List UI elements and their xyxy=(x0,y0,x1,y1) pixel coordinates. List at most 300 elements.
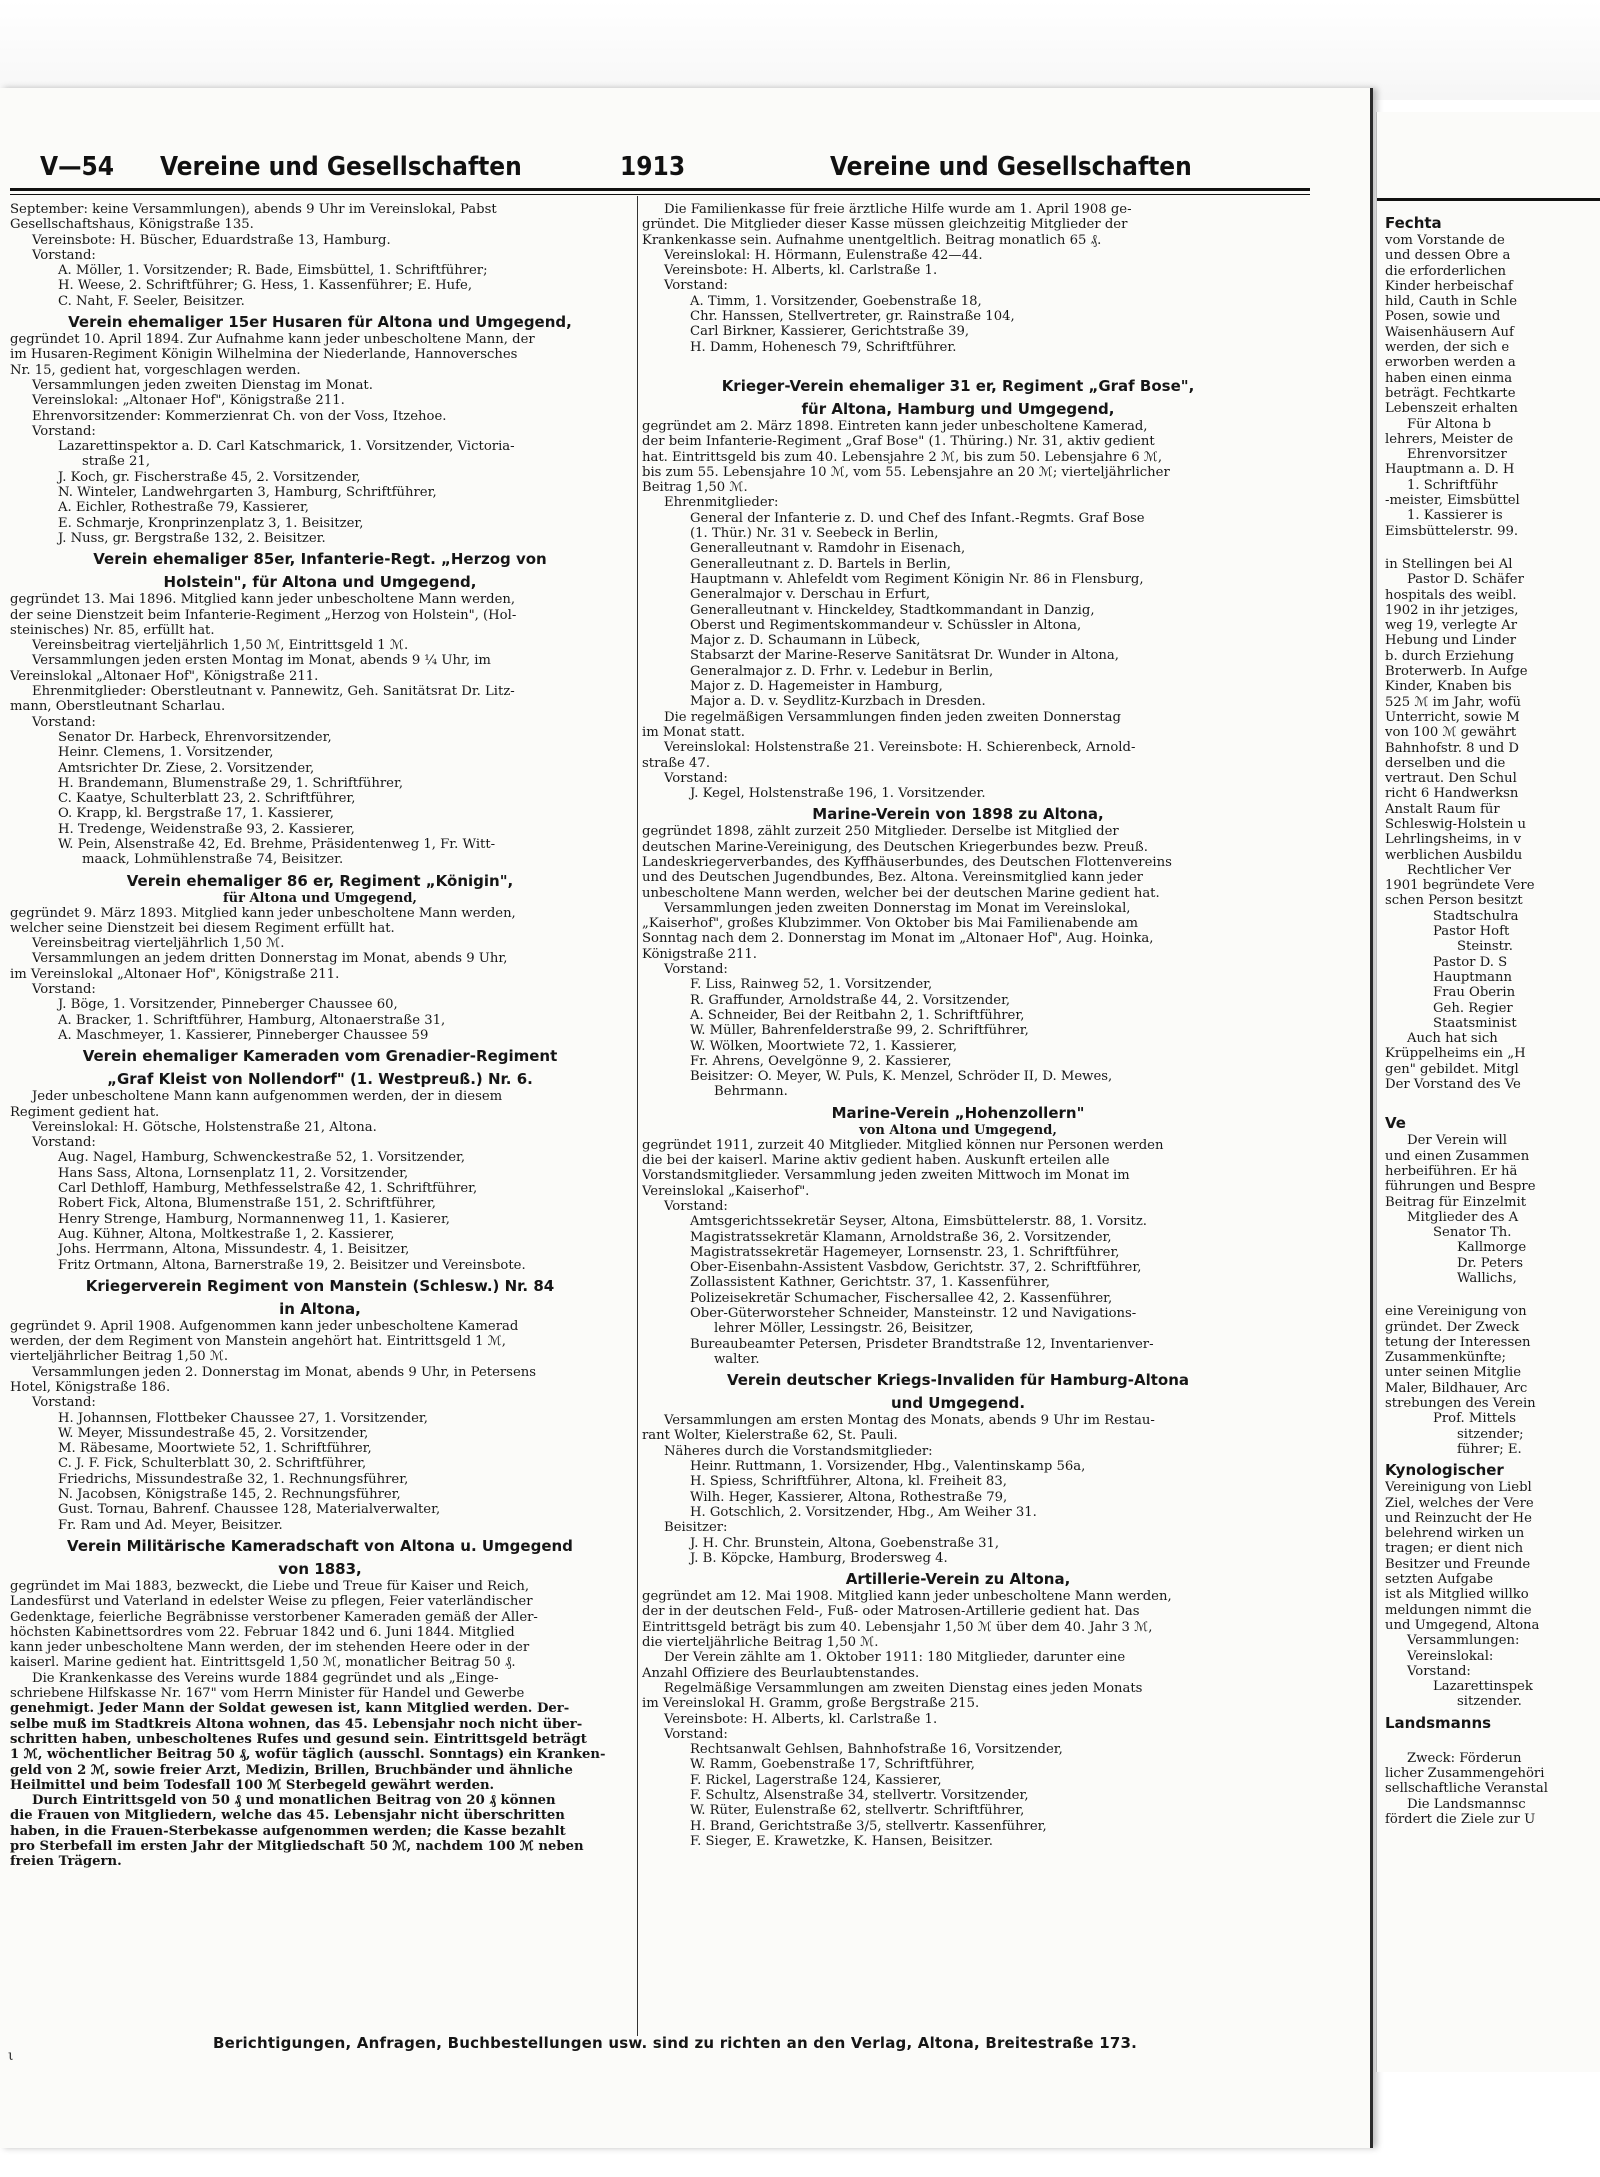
text-line: Versammlungen am ersten Montag des Monats, abends 9 Uhr im Restau- xyxy=(664,1413,1155,1429)
page-number: V—54 xyxy=(40,152,115,182)
text-line: gegründet 1911, zurzeit 40 Mitglieder. Mitglied können nur Personen werden xyxy=(642,1137,1164,1153)
text-line: Fritz Ortmann, Altona, Barnerstraße 19, 2. Beisitzer und Vereinsbote. xyxy=(58,1257,526,1273)
text-line: H. Damm, Hohenesch 79, Schriftführer. xyxy=(690,339,957,355)
text-line: rant Wolter, Kielerstraße 62, St. Pauli. xyxy=(642,1428,898,1444)
text-line: W. Rüter, Eulenstraße 62, stellvertr. Schriftführer, xyxy=(690,1803,1025,1819)
section-heading: und Umgegend. xyxy=(890,1394,1026,1413)
text-line: C. Naht, F. Seeler, Beisitzer. xyxy=(58,293,245,309)
text-line: Unterricht, sowie M xyxy=(1385,709,1520,725)
text-line: Generalleutnant z. D. Bartels in Berlin, xyxy=(690,556,951,572)
section-heading: Ve xyxy=(1385,1114,1406,1133)
text-line: J. B. Köpcke, Hamburg, Brodersweg 4. xyxy=(690,1550,948,1566)
text-line: Vorstand: xyxy=(664,962,728,978)
text-line: Polizeisekretär Schumacher, Fischersallee 42, 2. Kassenführer, xyxy=(690,1290,1113,1306)
text-line: N. Jacobsen, Königstraße 145, 2. Rechnungsführer, xyxy=(58,1487,401,1503)
text-line: lehrer Möller, Lessingstr. 26, Beisitzer, xyxy=(714,1321,974,1337)
text-line: unter seinen Mitglie xyxy=(1385,1365,1522,1381)
text-line: -meister, Eimsbüttel xyxy=(1385,493,1520,509)
text-line: Magistratssekretär Hagemeyer, Lornsenstr. 23, 1. Schriftführer, xyxy=(690,1244,1120,1260)
spacer xyxy=(642,355,1274,373)
text-line: Major a. D. v. Seydlitz-Kurzbach in Dresden. xyxy=(690,694,986,710)
text-line: Generalleutnant v. Hinckeldey, Stadtkommandant in Danzig, xyxy=(690,602,1095,618)
text-line: 1902 in ihr jetziges, xyxy=(1385,602,1519,618)
text-line: Der Vorstand des Ve xyxy=(1385,1077,1521,1093)
text-line: welcher seine Dienstzeit bei diesem Regiment erfüllt hat. xyxy=(10,920,395,936)
text-line: werden, der dem Regiment von Manstein angehört hat. Eintrittsgeld 1 ℳ, xyxy=(10,1334,506,1350)
section-heading: Krieger-Verein ehemaliger 31 er, Regiment „Graf Bose", xyxy=(721,376,1195,395)
text-line: strebungen des Verein xyxy=(1385,1396,1536,1412)
text-line: hat. Eintrittsgeld bis zum 40. Lebensjahre 2 ℳ, bis zum 50. Lebensjahre 6 ℳ, xyxy=(642,449,1163,465)
directory-page xyxy=(0,88,1373,2148)
text-line: Senator Dr. Harbeck, Ehrenvorsitzender, xyxy=(58,729,332,745)
text-line: Friedrichs, Missundestraße 32, 1. Rechnungsführer, xyxy=(58,1471,409,1487)
text-line: die bei der kaiserl. Marine aktiv gedient haben. Auskunft erteilen alle xyxy=(642,1153,1110,1169)
text-line: Vereinslokal „Altonaer Hof", Königstraße 211. xyxy=(10,668,319,684)
text-line: schritten haben, unbescholtenes Rufes und gesund sein. Eintrittsgeld beträgt xyxy=(10,1731,587,1747)
text-line: Stabsarzt der Marine-Reserve Sanitätsrat Dr. Wunder in Altona, xyxy=(690,648,1119,664)
text-line: sitzender; xyxy=(1457,1426,1524,1442)
text-line: Vorstand: xyxy=(32,1135,96,1151)
text-line: sellschaftliche Veranstal xyxy=(1385,1781,1548,1797)
section-heading: Verein ehemaliger 15er Husaren für Altona und Umgegend, xyxy=(68,313,572,332)
text-line: vertraut. Den Schul xyxy=(1385,771,1517,787)
text-line: führungen und Bespre xyxy=(1385,1179,1536,1195)
text-line: Pastor Hoft xyxy=(1433,924,1510,940)
text-line: im Husaren-Regiment Königin Wilhelmina der Niederlande, Hannoversches xyxy=(10,347,518,363)
section-heading: Verein ehemaliger Kameraden vom Grenadier-Regiment xyxy=(82,1047,558,1066)
text-line: Näheres durch die Vorstandsmitglieder: xyxy=(664,1443,933,1459)
text-line: A. Maschmeyer, 1. Kassierer, Pinneberger Chaussee 59 xyxy=(58,1027,429,1043)
text-line: Vorstand: xyxy=(664,770,728,786)
column-divider xyxy=(637,196,638,2036)
text-line: Ober-Eisenbahn-Assistent Vasbdow, Gerichtstr. 37, 2. Schriftführer, xyxy=(690,1260,1142,1276)
text-line: Vorstand: xyxy=(32,714,96,730)
text-line: Vorstand: xyxy=(1407,1663,1471,1679)
margin-mark: ι xyxy=(8,2048,14,2064)
text-line: Mitglieder des A xyxy=(1407,1209,1519,1225)
text-line: licher Zusammengehöri xyxy=(1385,1766,1545,1782)
text-line: Maler, Bildhauer, Arc xyxy=(1385,1380,1528,1396)
text-line: W. Ramm, Goebenstraße 17, Schriftführer, xyxy=(690,1757,975,1773)
text-line: Zollassistent Kathner, Gerichtstr. 37, 1. Kassenführer, xyxy=(690,1275,1050,1291)
text-line: Prof. Mittels xyxy=(1433,1411,1517,1427)
text-line: O. Krapp, kl. Bergstraße 17, 1. Kassierer, xyxy=(58,806,334,822)
section-heading: Kriegerverein Regiment von Manstein (Schlesw.) Nr. 84 xyxy=(85,1276,555,1295)
text-line: H. Tredenge, Weidenstraße 93, 2. Kassierer, xyxy=(58,821,355,837)
text-line: Der Verein will xyxy=(1407,1133,1507,1149)
text-line: F. Sieger, E. Krawetzke, K. Hansen, Beisitzer. xyxy=(690,1833,993,1849)
text-line: Steinstr. xyxy=(1457,939,1513,955)
text-line: W. Pein, Alsenstraße 42, Ed. Brehme, Präsidentenweg 1, Fr. Witt- xyxy=(58,836,496,852)
text-line: Beisitzer: xyxy=(664,1520,728,1536)
text-line: Lehrlingsheims, in v xyxy=(1385,832,1522,848)
text-line: die erforderlichen xyxy=(1385,263,1507,279)
text-line: lehrers, Meister de xyxy=(1385,431,1514,447)
text-line: J. Böge, 1. Vorsitzender, Pinneberger Chaussee 60, xyxy=(58,997,398,1013)
fragment-header-rule xyxy=(1377,198,1600,201)
text-line: J. Nuss, gr. Bergstraße 132, 2. Beisitzer. xyxy=(58,530,326,546)
text-line: J. Koch, gr. Fischerstraße 45, 2. Vorsitzender, xyxy=(58,469,361,485)
text-line: Pastor D. S xyxy=(1433,954,1508,970)
section-heading: Kynologischer xyxy=(1385,1461,1504,1480)
text-line: Amtsrichter Dr. Ziese, 2. Vorsitzender, xyxy=(58,760,315,776)
spacer xyxy=(1385,539,1600,557)
text-line: Ober-Güterworsteher Schneider, Mansteinstr. 12 und Navigations- xyxy=(690,1306,1137,1321)
publisher-footer: Berichtigungen, Anfragen, Buchbestellungen usw. sind zu richten an den Verlag, Altona, Breitestraße 173. xyxy=(212,2034,1138,2052)
text-line: derselben und die xyxy=(1385,755,1506,771)
text-line: schen Person besitzt xyxy=(1385,893,1523,909)
text-line: die vierteljährliche Beitrag 1,50 ℳ. xyxy=(642,1635,879,1651)
text-line: Kinder, Knaben bis xyxy=(1385,679,1512,695)
text-line: Vereinslokal: xyxy=(1407,1648,1494,1664)
text-line: eine Vereinigung von xyxy=(1385,1304,1527,1320)
text-line: gegründet 9. März 1893. Mitglied kann jeder unbescholtene Mann werden, xyxy=(10,905,516,921)
text-line: b. durch Erziehung xyxy=(1385,648,1514,664)
text-line: Vorstand: xyxy=(32,1395,96,1411)
text-line: Fr. Ahrens, Oevelgönne 9, 2. Kassierer, xyxy=(690,1053,952,1069)
text-line: 1. Kassierer is xyxy=(1407,508,1503,524)
text-line: Königstraße 211. xyxy=(642,946,757,962)
text-line: kaiserl. Marine gedient hat. Eintrittsgeld 1,50 ℳ, monatlicher Beitrag 50 ₰. xyxy=(10,1655,516,1671)
page-header xyxy=(40,152,1322,184)
text-line: gen" gebildet. Mitgl xyxy=(1385,1061,1519,1077)
right-column xyxy=(642,202,1274,2042)
text-line: geld von 2 ℳ, sowie freier Arzt, Medizin, Brillen, Bruchbänder und ähnliche xyxy=(10,1762,573,1778)
section-heading: Verein ehemaliger 85er, Infanterie-Regt. „Herzog von xyxy=(93,550,547,569)
text-line: Versammlungen an jedem dritten Donnerstag im Monat, abends 9 Uhr, xyxy=(32,951,508,967)
text-line: H. Gotschlich, 2. Vorsitzender, Hbg., Am Weiher 31. xyxy=(690,1504,1037,1520)
text-line: N. Winteler, Landwehrgarten 3, Hamburg, Schriftführer, xyxy=(58,485,437,501)
text-line: höchsten Kabinettsordres vom 22. Februar 1842 und 6. Juni 1844. Mitglied xyxy=(10,1624,515,1640)
text-line: Zusammenkünfte; xyxy=(1385,1350,1506,1366)
text-line: M. Räbesame, Moortwiete 52, 1. Schriftführer, xyxy=(58,1441,372,1457)
text-line: (1. Thür.) Nr. 31 v. Seebeck in Berlin, xyxy=(690,526,939,542)
text-line: Der Verein zählte am 1. Oktober 1911: 180 Mitglieder, darunter eine xyxy=(664,1650,1126,1666)
text-line: im Vereinslokal „Altonaer Hof", Königstraße 211. xyxy=(10,966,340,982)
text-line: gegründet am 2. März 1898. Eintreten kann jeder unbescholtene Kamerad, xyxy=(642,418,1148,434)
text-line: Carl Birkner, Kassierer, Gerichtstraße 39, xyxy=(690,324,970,340)
text-line: Ehrenvorsitzender: Kommerzienrat Ch. von der Voss, Itzehoe. xyxy=(32,408,447,424)
text-line: Beisitzer: O. Meyer, W. Puls, K. Menzel, Schröder II, D. Mewes, xyxy=(690,1069,1113,1085)
text-line: gegründet am 12. Mai 1908. Mitglied kann jeder unbescholtene Mann werden, xyxy=(642,1589,1172,1605)
text-line: walter. xyxy=(714,1351,760,1367)
spacer xyxy=(1385,1733,1600,1751)
text-line: Vereinslokal: Holstenstraße 21. Vereinsbote: H. Schierenbeck, Arnold- xyxy=(664,740,1136,756)
text-line: Carl Dethloff, Hamburg, Methfesselstraße 42, 1. Schriftführer, xyxy=(58,1181,478,1197)
text-line: Vereinsbote: H. Büscher, Eduardstraße 13, Hamburg. xyxy=(32,232,391,248)
text-line: Ziel, welches der Vere xyxy=(1385,1495,1534,1511)
text-line: Zweck: Förderun xyxy=(1407,1750,1522,1766)
text-line: Vereinsbeitrag vierteljährlich 1,50 ℳ, Eintrittsgeld 1 ℳ. xyxy=(32,638,409,654)
text-line: Bureaubeamter Petersen, Prisdeter Brandtstraße 12, Inventarienver- xyxy=(690,1336,1154,1352)
text-line: Vorstandsmitglieder. Versammlung jeden zweiten Mittwoch im Monat im xyxy=(642,1168,1130,1184)
text-line: J. H. Chr. Brunstein, Altona, Goebenstraße 31, xyxy=(690,1535,1000,1551)
text-line: bis zum 55. Lebensjahre 10 ℳ, vom 55. Lebensjahre an 20 ℳ; vierteljährlicher xyxy=(642,464,1170,480)
text-line: vom Vorstande de xyxy=(1385,233,1505,248)
text-line: die Frauen von Mitgliedern, welche das 45. Lebensjahr nicht überschritten xyxy=(10,1808,565,1824)
text-line: Die Krankenkasse des Vereins wurde 1884 gegründet und als „Einge- xyxy=(32,1670,499,1686)
text-line: Lebenszeit erhalten xyxy=(1385,401,1518,417)
section-heading: Verein deutscher Kriegs-Invaliden für Hamburg-Altona xyxy=(726,1371,1190,1390)
text-line: W. Wölken, Moortwiete 72, 1. Kassierer, xyxy=(690,1038,958,1054)
text-line: W. Meyer, Missundestraße 45, 2. Vorsitzender, xyxy=(58,1425,369,1441)
text-line: Die Familienkasse für freie ärztliche Hilfe wurde am 1. April 1908 ge- xyxy=(664,202,1132,217)
text-line: ist als Mitglied willko xyxy=(1385,1587,1529,1603)
text-line: Senator Th. xyxy=(1433,1225,1512,1241)
text-line: Ehrenmitglieder: xyxy=(664,495,779,511)
section-heading: in Altona, xyxy=(279,1299,361,1318)
text-line: und des Deutschen Jugendbundes, Bez. Altona. Vereinsmitglied kann jeder xyxy=(642,870,1143,886)
fragment-column xyxy=(1385,210,1600,1827)
text-line: richt 6 Handwerksn xyxy=(1385,786,1519,802)
text-line: haben, in die Frauen-Sterbekasse aufgenommen werden; die Kasse bezahlt xyxy=(10,1823,566,1839)
text-line: General der Infanterie z. D. und Chef des Infant.-Regmts. Graf Bose xyxy=(690,510,1145,526)
text-line: Heilmittel und beim Todesfall 100 ℳ Sterbegeld gewährt werden. xyxy=(10,1777,495,1793)
section-heading: Landsmanns xyxy=(1385,1713,1492,1732)
left-column xyxy=(10,202,630,2042)
text-line: 1. Schriftführ xyxy=(1407,477,1498,493)
text-line: Versammlungen jeden 2. Donnerstag im Monat, abends 9 Uhr, in Petersens xyxy=(32,1364,537,1380)
text-line: Schleswig-Holstein u xyxy=(1385,816,1527,832)
text-line: Gedenktage, feierliche Begräbnisse verstorbener Kameraden gemäß der Aller- xyxy=(10,1609,538,1625)
text-line: Versammlungen jeden zweiten Donnerstag im Monat im Vereinslokal, xyxy=(664,900,1131,916)
text-line: und einen Zusammen xyxy=(1385,1148,1530,1164)
text-line: Ehrenmitglieder: Oberstleutnant v. Pannewitz, Geh. Sanitätsrat Dr. Litz- xyxy=(32,684,515,700)
text-line: in Stellingen bei Al xyxy=(1385,556,1513,572)
text-line: Vorstand: xyxy=(32,982,96,998)
text-line: Heinr. Ruttmann, 1. Vorsizender, Hbg., Valentinskamp 56a, xyxy=(690,1459,1086,1475)
text-line: gründet. Der Zweck xyxy=(1385,1319,1520,1335)
text-line: Vereinslokal: H. Hörmann, Eulenstraße 42—44. xyxy=(664,247,983,263)
text-line: Chr. Hanssen, Stellvertreter, gr. Rainstraße 104, xyxy=(690,309,1015,325)
spacer xyxy=(1385,1286,1600,1304)
text-line: gegründet 13. Mai 1896. Mitglied kann jeder unbescholtene Mann werden, xyxy=(10,592,516,608)
text-line: kann jeder unbescholtene Mann werden, der im stehenden Heere oder in der xyxy=(10,1640,530,1656)
text-line: Major z. D. Hagemeister in Hamburg, xyxy=(690,679,943,695)
text-line: 525 ℳ im Jahr, wofü xyxy=(1385,694,1522,710)
text-line: und Umgegend, Altona xyxy=(1385,1617,1540,1633)
section-heading: für Altona, Hamburg und Umgegend, xyxy=(801,399,1115,418)
text-line: Anzahl Offiziere des Beurlaubtenstandes. xyxy=(642,1665,920,1681)
text-line: werden, der sich e xyxy=(1385,340,1510,356)
text-line: werblichen Ausbildu xyxy=(1385,847,1523,863)
text-line: Staatsminist xyxy=(1433,1015,1517,1031)
text-line: Wilh. Heger, Kassierer, Altona, Rothestraße 79, xyxy=(690,1489,1008,1505)
text-line: Versammlungen jeden zweiten Dienstag im Monat. xyxy=(32,377,373,393)
text-line: C. Kaatye, Schulterblatt 23, 2. Schriftführer, xyxy=(58,791,356,807)
text-line: genehmigt. Jeder Mann der Soldat gewesen ist, kann Mitglied werden. Der- xyxy=(10,1701,570,1717)
text-line: Beitrag für Einzelmit xyxy=(1385,1194,1527,1210)
text-line: Major z. D. Schaumann in Lübeck, xyxy=(690,633,921,649)
text-line: Bahnhofstr. 8 und D xyxy=(1385,740,1519,756)
text-line: Besitzer und Freunde xyxy=(1385,1556,1531,1572)
text-line: E. Schmarje, Kronprinzenplatz 3, 1. Beisitzer, xyxy=(58,515,364,531)
text-line: Gust. Tornau, Bahrenf. Chaussee 128, Materialverwalter, xyxy=(58,1502,441,1518)
text-line: September: keine Versammlungen), abends 9 Uhr im Vereinslokal, Pabst xyxy=(10,202,497,217)
text-line: Frau Oberin xyxy=(1433,985,1516,1001)
text-line: Vereinsbote: H. Alberts, kl. Carlstraße 1. xyxy=(664,263,938,279)
text-line: Magistratssekretär Klamann, Arnoldstraße 36, 2. Vorsitzender, xyxy=(690,1229,1112,1245)
text-line: Krankenkasse sein. Aufnahme unentgeltlich. Beitrag monatlich 65 ₰. xyxy=(642,232,1102,248)
text-line: Johs. Herrmann, Altona, Missundestr. 4, 1. Beisitzer, xyxy=(58,1242,410,1258)
text-line: freien Trägern. xyxy=(10,1854,122,1870)
text-line: Gesellschaftshaus, Königstraße 135. xyxy=(10,217,254,233)
text-line: Anstalt Raum für xyxy=(1385,801,1500,817)
text-line: sitzender. xyxy=(1457,1694,1522,1710)
text-line: Versammlungen jeden ersten Montag im Monat, abends 9 ¼ Uhr, im xyxy=(32,653,491,669)
text-line: W. Müller, Bahrenfelderstraße 99, 2. Schriftführer, xyxy=(690,1023,1029,1039)
text-line: Jeder unbescholtene Mann kann aufgenommen werden, der in diesem xyxy=(32,1089,503,1105)
text-line: Vereinsbote: H. Alberts, kl. Carlstraße 1. xyxy=(664,1711,938,1727)
text-line: maack, Lohmühlenstraße 74, Beisitzer. xyxy=(82,852,344,868)
text-line: pro Sterbefall im ersten Jahr der Mitgliedschaft 50 ℳ, nachdem 100 ℳ neben xyxy=(10,1839,584,1855)
text-line: gegründet 10. April 1894. Zur Aufnahme kann jeder unbescholtene Mann, der xyxy=(10,332,535,348)
text-line: H. Johannsen, Flottbeker Chaussee 27, 1. Vorsitzender, xyxy=(58,1410,428,1426)
adjacent-page-fragment xyxy=(1376,112,1600,2072)
text-line: Krüppelheims ein „H xyxy=(1385,1046,1526,1062)
text-line: unbescholtene Mann werden, welcher bei der deutschen Marine gedient hat. xyxy=(642,885,1160,901)
text-line: Für Altona b xyxy=(1407,416,1492,432)
text-line: Hebung und Linder xyxy=(1385,633,1517,649)
text-line: der seine Dienstzeit beim Infanterie-Regiment „Herzog von Holstein", (Hol- xyxy=(10,607,517,623)
text-line: gründet. Die Mitglieder dieser Kasse müssen gleichzeitig Mitglieder der xyxy=(642,217,1128,233)
text-line: Regiment gedient hat. xyxy=(10,1104,160,1120)
text-line: tetung der Interessen xyxy=(1385,1334,1531,1350)
text-line: gegründet 9. April 1908. Aufgenommen kann jeder unbescholtene Kamerad xyxy=(10,1318,519,1334)
header-rule xyxy=(10,188,1310,191)
text-line: Heinr. Clemens, 1. Vorsitzender, xyxy=(58,745,274,761)
text-line: Vorstand: xyxy=(664,1198,728,1214)
text-line: von 100 ℳ gewährt xyxy=(1385,725,1517,741)
text-line: Fr. Ram und Ad. Meyer, Beisitzer. xyxy=(58,1517,283,1533)
text-line: Die Landsmannsc xyxy=(1407,1796,1526,1812)
section-heading: Artillerie-Verein zu Altona, xyxy=(845,1570,1071,1589)
text-line: im Monat statt. xyxy=(642,724,745,740)
section-heading: Marine-Verein „Hohenzollern" xyxy=(831,1103,1085,1122)
text-line: C. J. F. Fick, Schulterblatt 30, 2. Schriftführer, xyxy=(58,1456,367,1472)
text-line: Generalmajor z. D. Frhr. v. Ledebur in Berlin, xyxy=(690,663,994,679)
text-line: J. Kegel, Holstenstraße 196, 1. Vorsitzender. xyxy=(690,786,986,802)
text-line: hospitals des weibl. xyxy=(1385,587,1517,603)
text-line: Lazarettinspek xyxy=(1433,1679,1533,1695)
text-line: Eimsbüttelerstr. 99. xyxy=(1385,523,1519,539)
text-line: haben einen einma xyxy=(1385,370,1513,386)
text-line: führer; E. xyxy=(1457,1441,1522,1457)
text-line: erworben werden a xyxy=(1385,355,1516,371)
text-line: Rechtlicher Ver xyxy=(1407,862,1511,878)
text-line: weg 19, verlegte Ar xyxy=(1385,618,1518,634)
running-title-left: Vereine und Gesellschaften xyxy=(160,152,522,182)
section-heading: Verein ehemaliger 86 er, Regiment „Königin", xyxy=(126,871,514,890)
running-title-right: Vereine und Gesellschaften xyxy=(830,152,1192,182)
text-line: Vorstand: xyxy=(664,1726,728,1742)
text-line: Generalmajor v. Derschau in Erfurt, xyxy=(690,587,931,603)
text-line: Geh. Regier xyxy=(1433,1000,1513,1016)
spacer xyxy=(1385,1092,1600,1110)
text-line: Hotel, Königstraße 186. xyxy=(10,1380,171,1395)
text-line: F. Rickel, Lagerstraße 124, Kassierer, xyxy=(690,1772,942,1788)
text-line: Rechtsanwalt Gehlsen, Bahnhofstraße 16, Vorsitzender, xyxy=(690,1742,1063,1758)
text-line: Vorstand: xyxy=(32,247,96,263)
text-line: A. Möller, 1. Vorsitzender; R. Bade, Eimsbüttel, 1. Schriftführer; xyxy=(58,263,488,279)
text-line: selbe muß im Stadtkreis Altona wohnen, das 45. Lebensjahr noch nicht über- xyxy=(10,1716,583,1732)
text-line: Vorstand: xyxy=(32,423,96,439)
text-line: Posen, sowie und xyxy=(1385,309,1501,325)
text-line: H. Spiess, Schriftführer, Altona, kl. Freiheit 83, xyxy=(690,1474,1007,1490)
header-rule-thin xyxy=(10,194,1310,195)
text-line: Stadtschulra xyxy=(1433,908,1519,924)
text-line: „Kaiserhof", großes Klubzimmer. Von Oktober bis Mai Familienabende am xyxy=(642,916,1138,932)
text-line: tragen; er dient nich xyxy=(1385,1541,1524,1557)
text-line: Waisenhäusern Auf xyxy=(1385,324,1514,340)
text-line: Pastor D. Schäfer xyxy=(1407,572,1524,588)
text-line: Aug. Kühner, Altona, Moltkestraße 1, 2. Kassierer, xyxy=(58,1226,395,1242)
text-line: A. Schneider, Bei der Reitbahn 2, 1. Schriftführer, xyxy=(690,1007,1025,1023)
text-line: Eintrittsgeld beträgt bis zum 40. Lebensjahr 1,50 ℳ über dem 40. Jahr 3 ℳ, xyxy=(642,1619,1153,1635)
text-line: gegründet 1898, zählt zurzeit 250 Mitglieder. Derselbe ist Mitglied der xyxy=(642,824,1119,840)
text-line: Versammlungen: xyxy=(1407,1633,1520,1649)
text-line: 1 ℳ, wöchentlicher Beitrag 50 ₰, wofür täglich (ausschl. Sonntags) ein Kranken- xyxy=(10,1747,606,1763)
text-line: H. Brand, Gerichtstraße 3/5, stellvertr. Kassenführer, xyxy=(690,1818,1047,1834)
section-heading: von 1883, xyxy=(278,1559,362,1578)
text-line: Hans Sass, Altona, Lornsenplatz 11, 2. Vorsitzender, xyxy=(58,1165,409,1181)
text-line: Wallichs, xyxy=(1457,1271,1517,1286)
text-line: Kinder herbeischaf xyxy=(1385,278,1513,294)
text-line: setzten Aufgabe xyxy=(1385,1572,1494,1588)
text-line: meldungen nimmt die xyxy=(1385,1602,1532,1618)
text-line: Lazarettinspektor a. D. Carl Katschmarick, 1. Vorsitzender, Victoria- xyxy=(58,439,515,455)
text-line: Vorstand: xyxy=(664,278,728,294)
text-line: belehrend wirken un xyxy=(1385,1526,1525,1542)
section-heading: Fechta xyxy=(1385,214,1442,232)
section-heading: Marine-Verein von 1898 zu Altona, xyxy=(812,805,1104,824)
text-line: vierteljährlicher Beitrag 1,50 ℳ. xyxy=(10,1349,229,1365)
text-line: der in der deutschen Feld-, Fuß- oder Matrosen-Artillerie gedient hat. Das xyxy=(642,1604,1140,1620)
text-line: deutschen Marine-Vereinigung, des Deutschen Kriegerbundes bezw. Preuß. xyxy=(642,839,1148,855)
text-line: A. Eichler, Rothestraße 79, Kassierer, xyxy=(58,500,309,516)
text-line: R. Graffunder, Arnoldstraße 44, 2. Vorsitzender, xyxy=(690,992,1011,1008)
text-line: Kallmorge xyxy=(1457,1240,1527,1256)
text-line: Broterwerb. In Aufge xyxy=(1385,664,1528,680)
section-heading: „Graf Kleist von Nollendorf" (1. Westpreuß.) Nr. 6. xyxy=(107,1070,533,1089)
text-line: Landesfürst und Vaterland in edelster Weise zu pflegen, Feier vaterländischer xyxy=(10,1594,533,1610)
text-line: Regelmäßige Versammlungen am zweiten Dienstag eines jeden Monats xyxy=(664,1680,1143,1696)
section-heading: Verein Militärische Kameradschaft von Altona u. Umgegend xyxy=(67,1536,573,1555)
text-line: A. Timm, 1. Vorsitzender, Goebenstraße 18, xyxy=(690,293,982,309)
text-line: Vereinslokal: H. Götsche, Holstenstraße 21, Altona. xyxy=(32,1119,377,1135)
text-line: Durch Eintrittsgeld von 50 ₰ und monatlichen Beitrag von 20 ₰ können xyxy=(32,1793,556,1809)
text-line: Beitrag 1,50 ℳ. xyxy=(642,480,748,496)
text-line: Amtsgerichtssekretär Seyser, Altona, Eimsbüttelerstr. 88, 1. Vorsitz. xyxy=(690,1214,1147,1230)
text-line: Die regelmäßigen Versammlungen finden jeden zweiten Donnerstag xyxy=(664,709,1121,725)
scan-background xyxy=(0,0,1600,100)
text-line: herbeiführen. Er hä xyxy=(1385,1163,1518,1179)
text-line: Robert Fick, Altona, Blumenstraße 151, 2. Schriftführer, xyxy=(58,1196,436,1212)
text-line: straße 21, xyxy=(82,454,151,470)
text-line: Vereinslokal „Kaiserhof". xyxy=(642,1183,810,1199)
header-year: 1913 xyxy=(620,152,686,182)
text-line: und Reinzucht der He xyxy=(1385,1510,1532,1526)
text-line: F. Schultz, Alsenstraße 34, stellvertr. Vorsitzender, xyxy=(690,1788,1029,1804)
text-line: Hauptmann xyxy=(1433,969,1512,985)
text-line: Sonntag nach dem 2. Donnerstag im Monat im „Altonaer Hof", Aug. Hoinka, xyxy=(642,931,1154,947)
text-line: Vereinslokal: „Altonaer Hof", Königstraße 211. xyxy=(32,393,345,409)
text-line: Nr. 15, gedient hat, vorgeschlagen werden. xyxy=(10,362,301,378)
text-line: 1901 begründete Vere xyxy=(1385,878,1535,894)
text-line: hild, Cauth in Schle xyxy=(1385,294,1518,310)
text-line: Vereinigung von Liebl xyxy=(1385,1480,1532,1496)
text-line: Landeskriegerverbandes, des Kyffhäuserbundes, des Deutschen Flottenvereins xyxy=(642,854,1172,870)
